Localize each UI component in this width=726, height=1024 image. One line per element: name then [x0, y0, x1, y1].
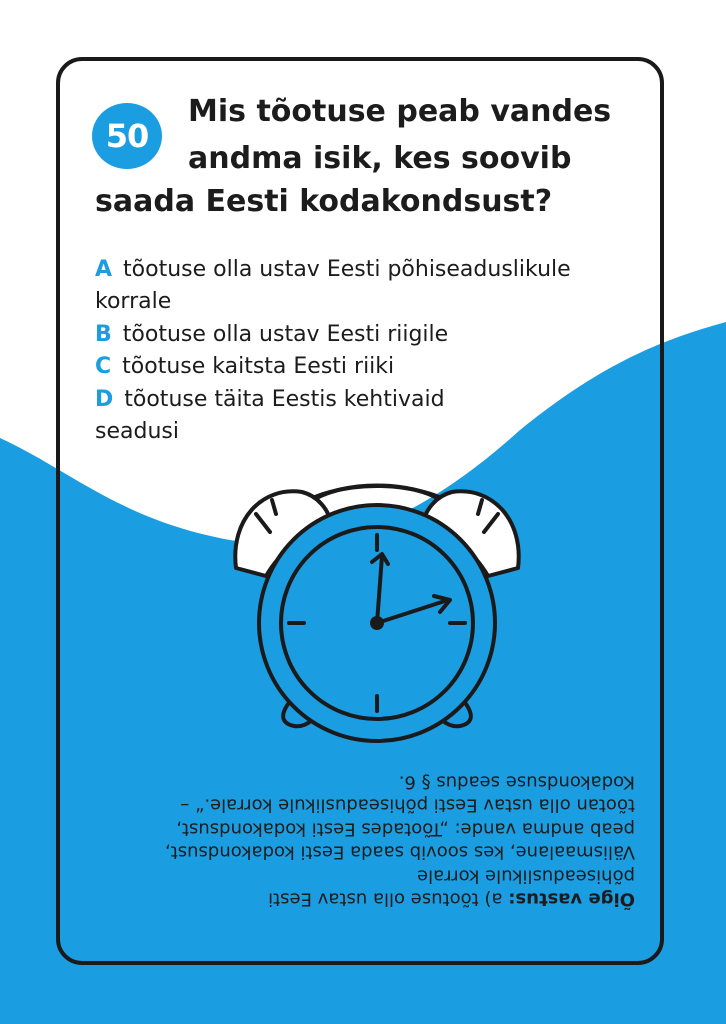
alarm-clock-icon	[222, 450, 532, 750]
answer-first-rest: a) tõotuse olla ustav Eesti	[268, 888, 509, 910]
answer-line-5: tõotan olla ustav Eesti põhiseaduslikule korrale.“ –	[180, 794, 635, 816]
answer-line-6: Kodakondsuse seadus § 6.	[398, 771, 635, 793]
question-line-1: Mis tõotuse peab vandes	[188, 94, 612, 129]
option-a-text-1: tõotuse olla ustav Eesti põhiseaduslikule	[123, 257, 571, 282]
option-c-letter: C	[95, 354, 112, 379]
answer-line-1	[95, 887, 635, 910]
option-d-letter: D	[95, 387, 114, 412]
question-line-2: andma isik, kes soovib	[188, 141, 572, 176]
question-line-3: saada Eesti kodakondsust?	[95, 184, 553, 219]
option-c	[95, 356, 394, 378]
question-number: 50	[105, 117, 149, 155]
option-b	[95, 324, 448, 346]
option-a	[95, 259, 571, 281]
question-number-badge	[92, 103, 162, 169]
option-b-letter: B	[95, 322, 112, 347]
option-b-text: tõotuse olla ustav Eesti riigile	[122, 322, 449, 347]
option-a-text-2: korrale	[95, 289, 172, 314]
answer-line-3: Välismaalane, kes soovib saada Eesti kodakondsust,	[164, 841, 635, 863]
option-c-text: tõotuse kaitsta Eesti riiki	[122, 354, 395, 379]
option-d-text-1: tõotuse täita Eestis kehtivaid	[124, 387, 445, 412]
answer-lead: Õige vastus:	[508, 888, 635, 910]
option-d	[95, 389, 445, 411]
option-d-text-2: seadusi	[95, 419, 179, 444]
answer-block-upside-down	[95, 770, 635, 910]
answer-line-2: põhiseaduslikule korrale	[416, 864, 635, 886]
answer-line-4: peab andma vande: „Tõotades Eesti kodakondsust,	[176, 818, 635, 840]
option-a-letter: A	[95, 257, 113, 282]
